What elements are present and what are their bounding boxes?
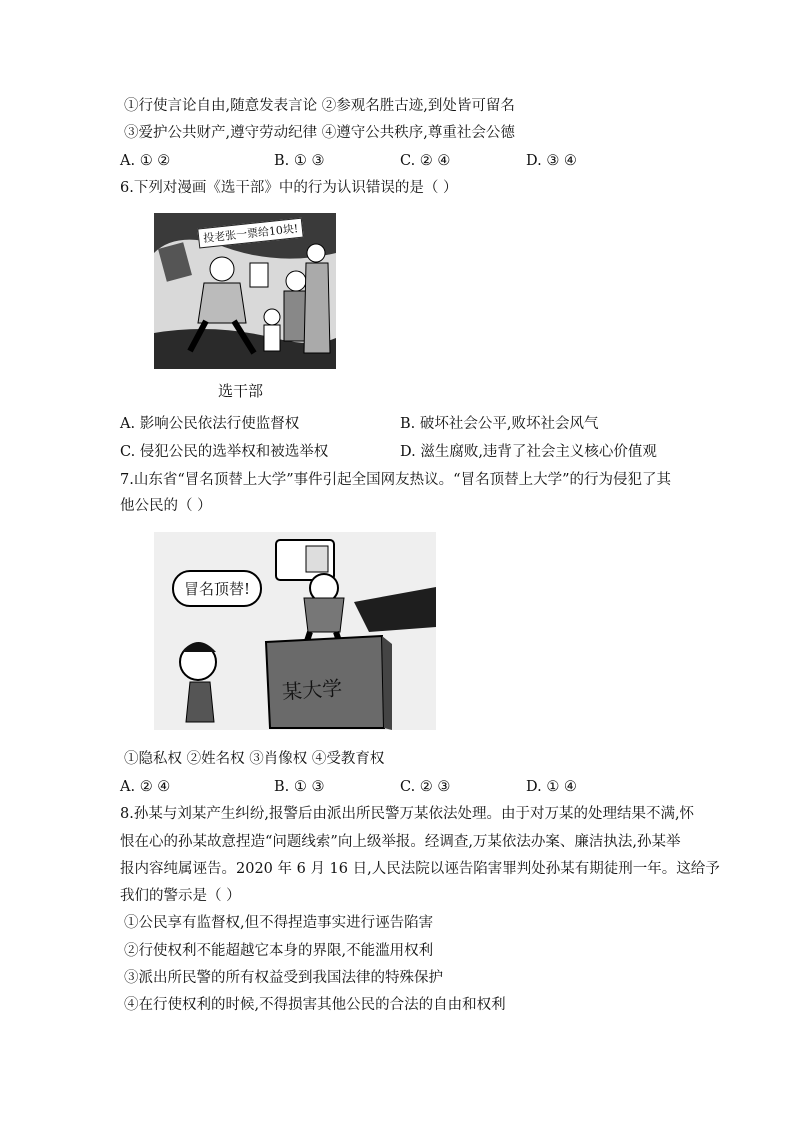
speech-bubble: 冒名顶替! <box>172 570 262 607</box>
q8-stem-line-2: 恨在心的孙某故意捏造“问题线索”向上级举报。经调查,万某依法办案、廉洁执法,孙某举 <box>120 834 681 850</box>
q8-statement-3: ③派出所民警的所有权益受到我国法律的特殊保护 <box>124 970 443 986</box>
q5-statement-line-1: ①行使言论自由,随意发表言论 ②参观名胜古迹,到处皆可留名 <box>124 98 515 114</box>
q6-option-d: D. 滋生腐败,违背了社会主义核心价值观 <box>400 444 657 460</box>
q8-stem-line-3: 报内容纯属诬告。2020 年 6 月 16 日,人民法院以诬告陷害罪判处孙某有期徒刑一年。这给予 <box>120 861 720 877</box>
q7-option-a: A. ② ④ <box>120 779 171 795</box>
q8-statement-2: ②行使权利不能超越它本身的界限,不能滥用权利 <box>124 943 434 959</box>
cartoon-banner-text: 投老张一票给10块! <box>197 218 304 249</box>
q5-statement-line-2: ③爱护公共财产,遵守劳动纪律 ④遵守公共秩序,尊重社会公德 <box>124 125 515 141</box>
q7-option-c: C. ② ③ <box>400 779 451 795</box>
q8-statement-4: ④在行使权利的时候,不得损害其他公民的合法的自由和权利 <box>124 997 506 1013</box>
cartoon-election <box>154 213 336 369</box>
q7-option-d: D. ① ④ <box>526 779 577 795</box>
q5-option-b: B. ① ③ <box>274 153 325 169</box>
q6-option-b: B. 破坏社会公平,败坏社会风气 <box>400 416 599 432</box>
q7-rights-line: ①隐私权 ②姓名权 ③肖像权 ④受教育权 <box>124 751 385 767</box>
q6-stem: 6.下列对漫画《选干部》中的行为认识错误的是（ ） <box>120 180 458 196</box>
q5-option-c: C. ② ④ <box>400 153 451 169</box>
q5-option-a: A. ① ② <box>120 153 171 169</box>
q7-stem-line-2: 他公民的（ ） <box>120 498 212 514</box>
book-label: 某大学 <box>281 675 343 705</box>
q8-stem-line-1: 8.孙某与刘某产生纠纷,报警后由派出所民警万某依法处理。由于对万某的处理结果不满,怀 <box>120 806 695 822</box>
cartoon-caption: 选干部 <box>218 382 264 400</box>
q5-option-d: D. ③ ④ <box>526 153 577 169</box>
q6-option-a: A. 影响公民依法行使监督权 <box>120 416 300 432</box>
cartoon-impersonation <box>154 532 436 730</box>
q7-stem-line-1: 7.山东省“冒名顶替上大学”事件引起全国网友热议。“冒名顶替上大学”的行为侵犯了其 <box>120 472 671 488</box>
q8-stem-line-4: 我们的警示是（ ） <box>120 888 241 904</box>
q8-statement-1: ①公民享有监督权,但不得捏造事实进行诬告陷害 <box>124 915 434 931</box>
q7-option-b: B. ① ③ <box>274 779 325 795</box>
q6-option-c: C. 侵犯公民的选举权和被选举权 <box>120 444 329 460</box>
